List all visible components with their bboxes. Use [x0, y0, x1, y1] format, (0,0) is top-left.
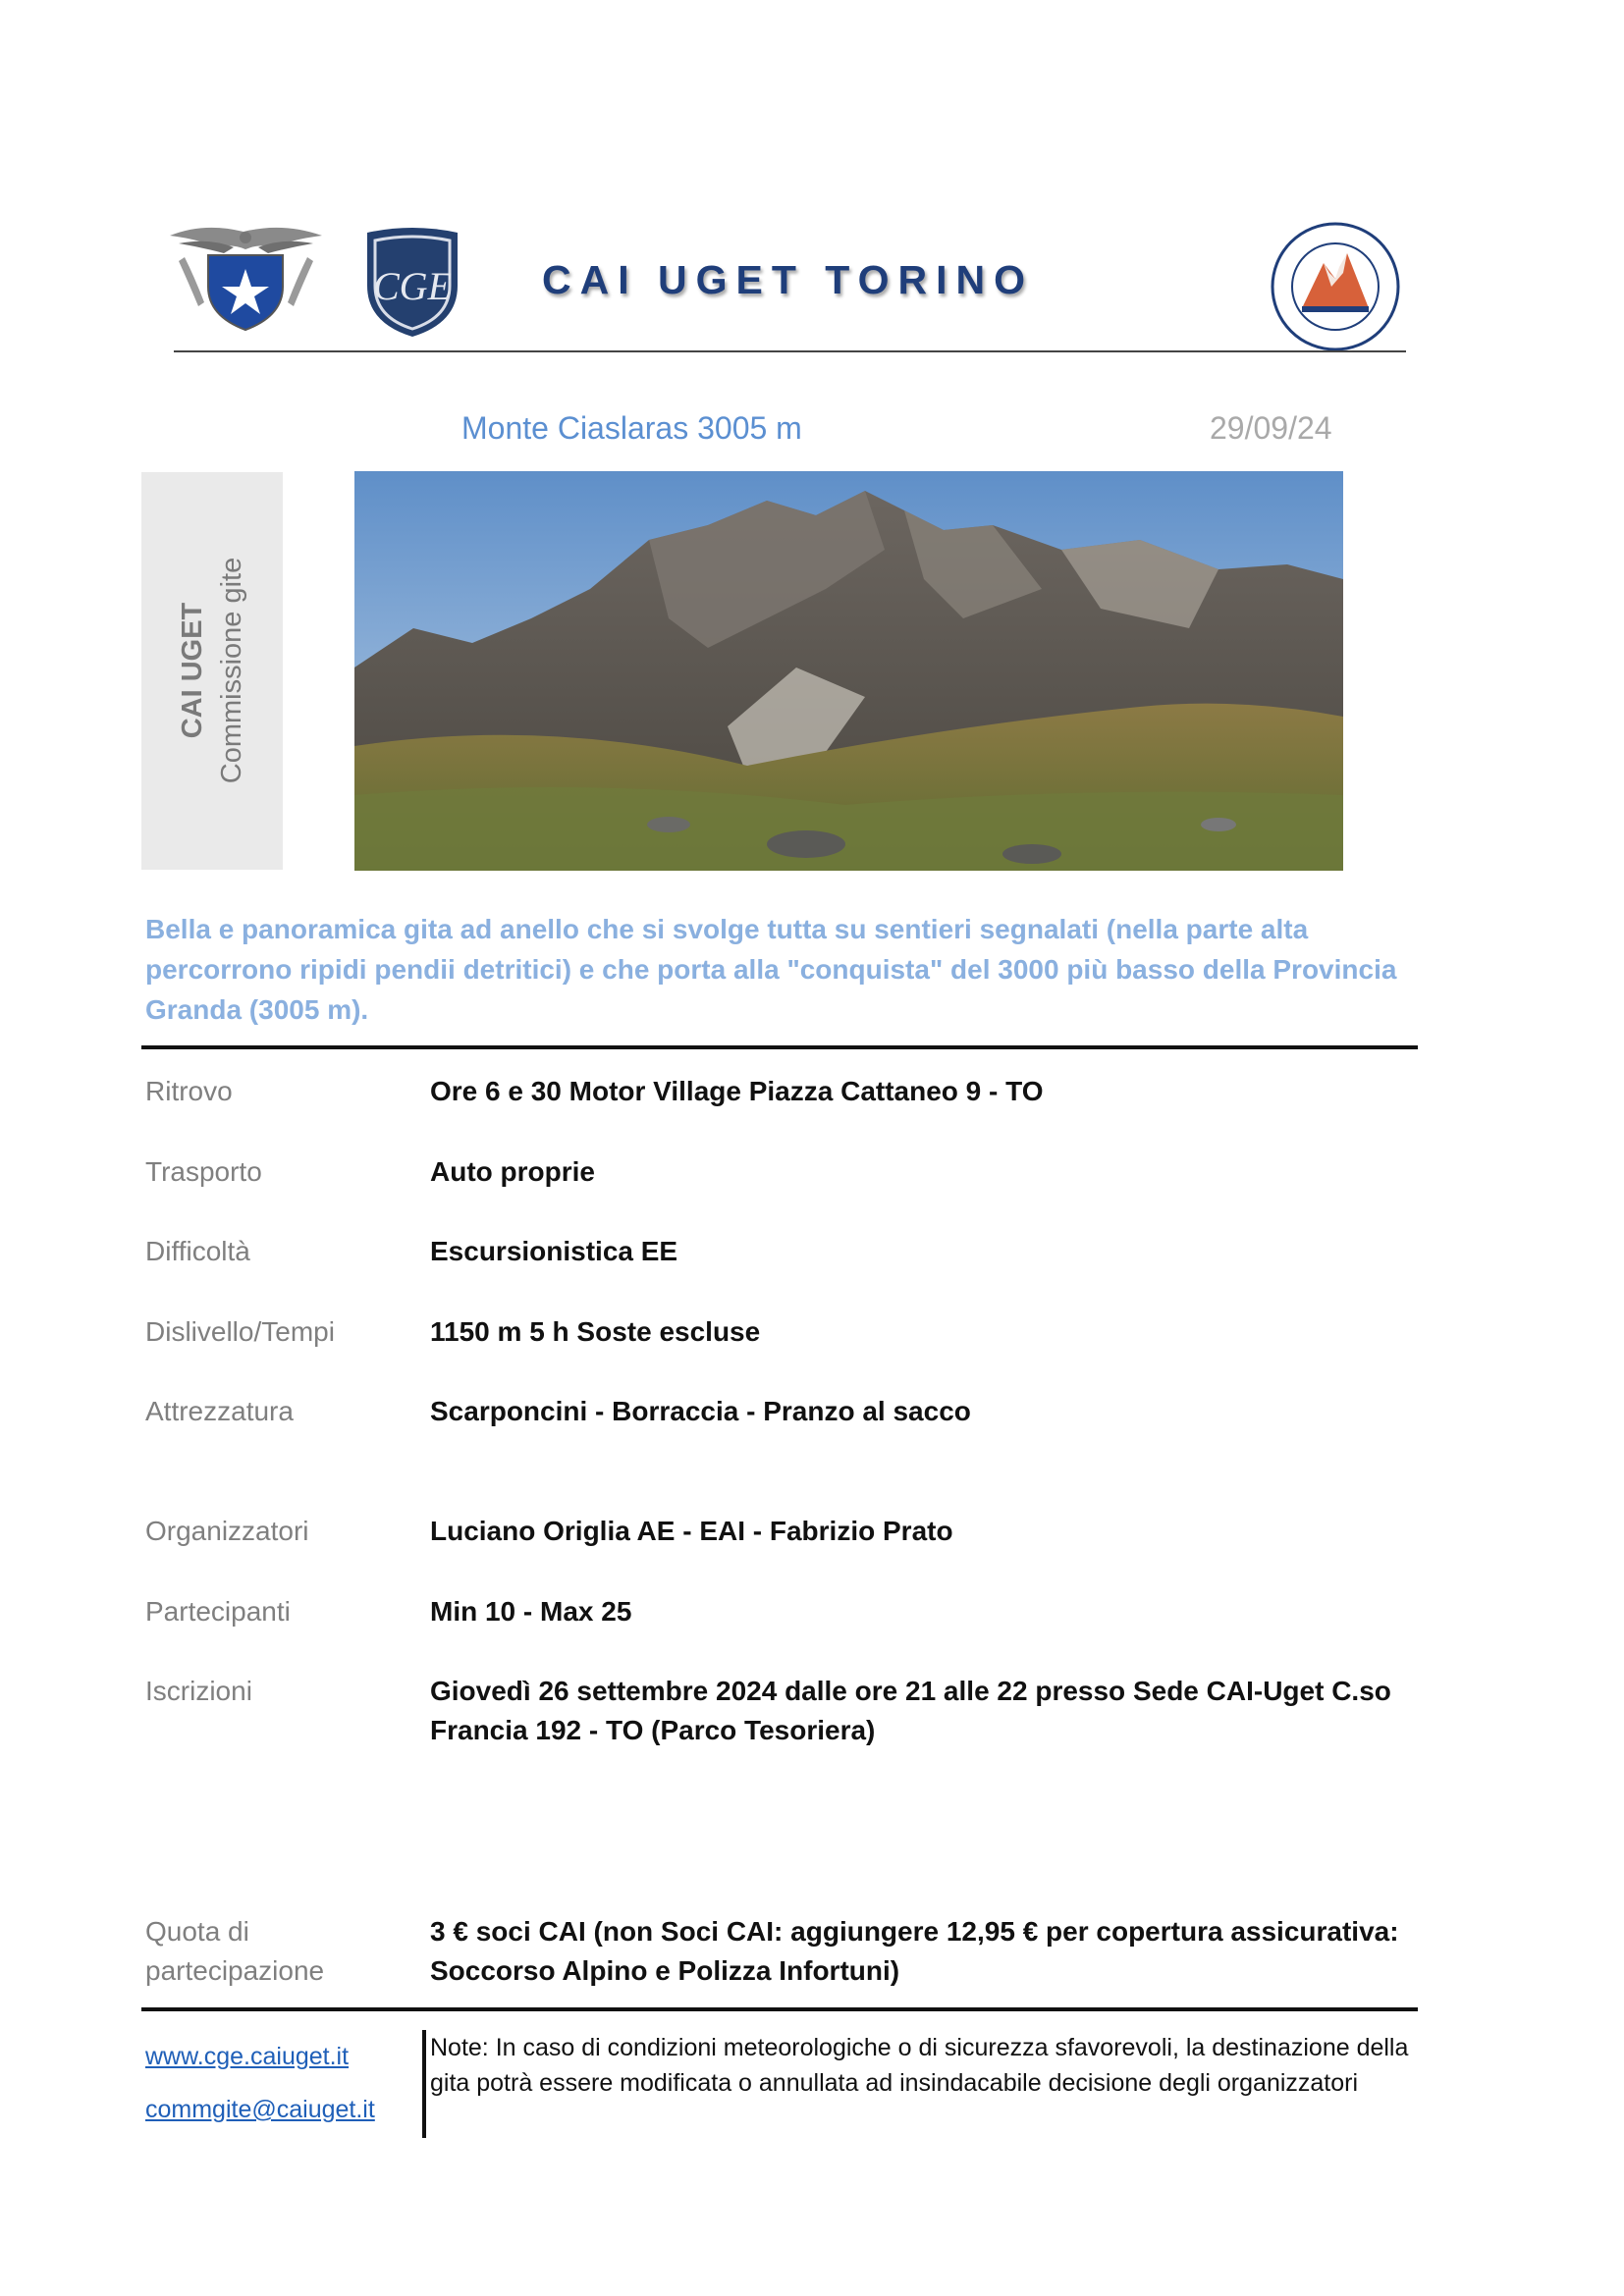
details-top-rule — [141, 1045, 1418, 1049]
detail-label: Organizzatori — [145, 1516, 309, 1546]
side-band-line2: Commissione gite — [216, 557, 247, 784]
cge-monogram-logo — [359, 225, 465, 341]
detail-value: Ore 6 e 30 Motor Village Piazza Cattaneo 9 - TO — [430, 1076, 1044, 1106]
brand-title: CAI UGET TORINO — [542, 257, 1034, 302]
mountain-photo — [354, 471, 1343, 871]
quota-label-line1: Quota di — [145, 1916, 249, 1947]
detail-label: Difficoltà — [145, 1236, 250, 1266]
commissione-gite-logo — [1267, 218, 1404, 355]
detail-label: Iscrizioni — [145, 1676, 252, 1706]
quota-label — [145, 1912, 410, 1991]
header-divider — [174, 350, 1406, 352]
trip-date: 29/09/24 — [1210, 410, 1332, 446]
note-text: Note: In caso di condizioni meteorologiche o di sicurezza sfavorevoli, la destinazione della gita potrà essere modificata o annullata ad insindacabile decisione degli organizzatori — [430, 2034, 1409, 2097]
svg-text:CGE: CGE — [373, 264, 452, 308]
detail-value: Scarponcini - Borraccia - Pranzo al sacco — [430, 1396, 971, 1426]
detail-label: Attrezzatura — [145, 1396, 294, 1426]
detail-value: Luciano Origlia AE - EAI - Fabrizio Prato — [430, 1516, 953, 1546]
quota-label-line2: partecipazione — [145, 1955, 325, 1986]
intro-text: Bella e panoramica gita ad anello che si svolge tutta su sentieri segnalati (nella parte alta percorrono ripidi pendii detritici) e che porta alla "conquista" del 3000 più basso della Provincia Granda (3005 m). — [145, 914, 1397, 1025]
detail-value: Auto proprie — [430, 1156, 595, 1187]
detail-value: Giovedì 26 settembre 2024 dalle ore 21 alle 22 presso Sede CAI-Uget C.so Francia 192 - TO (Parco Tesoriera) — [430, 1676, 1391, 1745]
detail-label: Dislivello/Tempi — [145, 1316, 335, 1347]
website-link[interactable]: www.cge.caiuget.it — [145, 2043, 350, 2070]
detail-value: Escursionistica EE — [430, 1236, 678, 1266]
details-bottom-rule — [141, 2007, 1418, 2011]
detail-value: Min 10 - Max 25 — [430, 1596, 632, 1627]
detail-label: Trasporto — [145, 1156, 262, 1187]
detail-label: Ritrovo — [145, 1076, 233, 1106]
detail-label: Partecipanti — [145, 1596, 291, 1627]
cai-eagle-logo — [165, 218, 327, 334]
trip-title: Monte Ciaslaras 3005 m — [461, 410, 802, 446]
side-band-text — [173, 558, 251, 783]
note-divider — [422, 2030, 426, 2138]
quota-value: 3 € soci CAI (non Soci CAI: aggiungere 12,95 € per copertura assicurativa: Soccorso Alpino e Polizza Infortuni) — [430, 1916, 1399, 1986]
detail-value: 1150 m 5 h Soste escluse — [430, 1316, 761, 1347]
side-band — [141, 472, 283, 870]
email-link[interactable]: commgite@caiuget.it — [145, 2096, 375, 2123]
side-band-line1: CAI UGET — [177, 602, 208, 739]
